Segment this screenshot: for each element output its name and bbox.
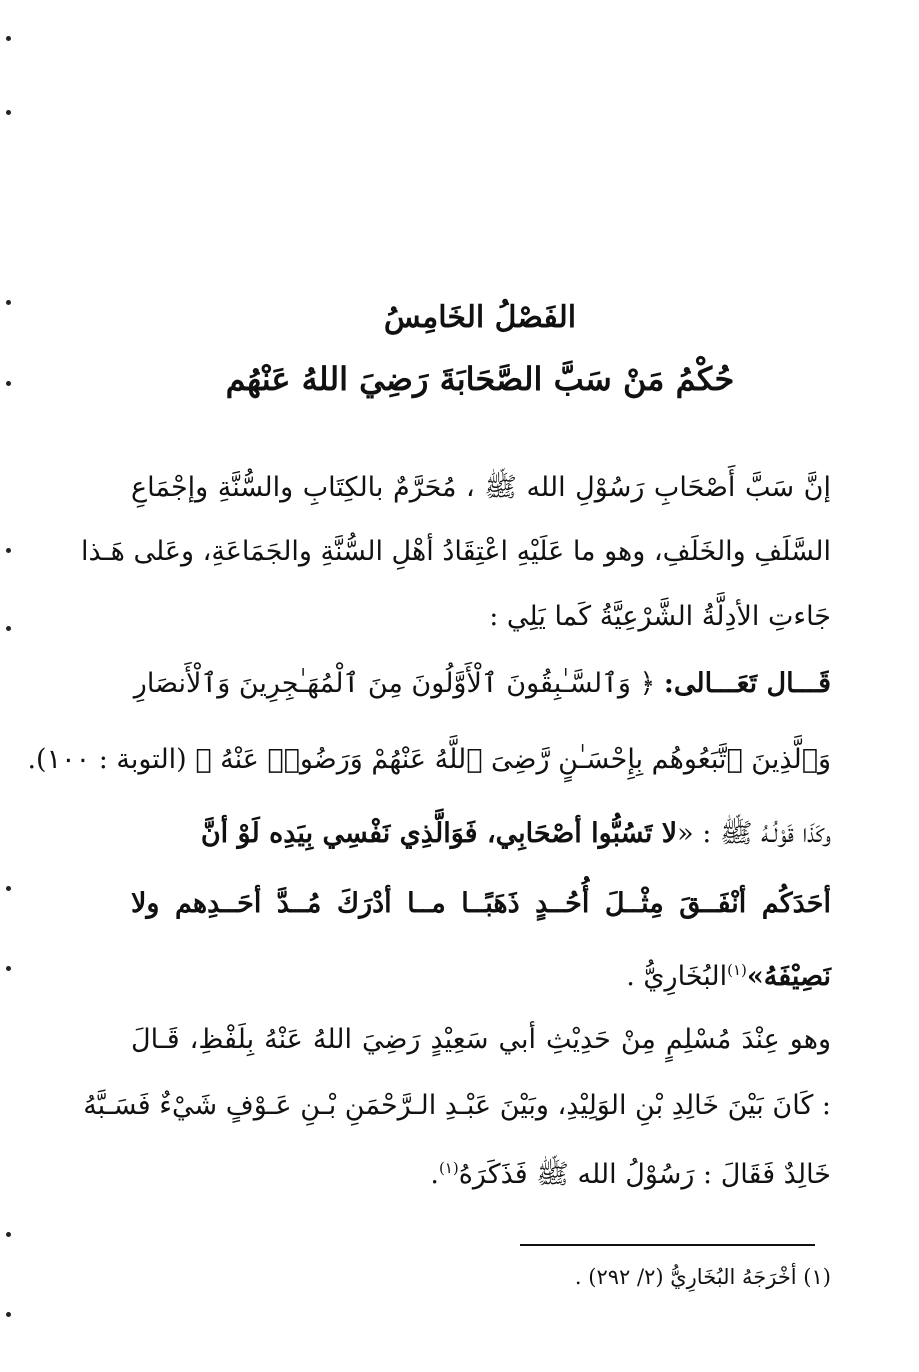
paragraph2-line1 [131,664,831,704]
margin-dot [6,626,11,631]
margin-dot [6,36,11,41]
paragraph3-line1 [131,814,831,854]
footnote-marker: (١) [438,1159,459,1177]
quran-verse-part1: ﴿ وَٱلسَّـٰبِقُونَ ٱلْأَوَّلُونَ مِنَ ٱلْمُهَـٰجِرِينَ وَٱلْأَنصَارِ [133,668,656,699]
paragraph4-line2: : كَانَ بَيْنَ خَالِدِ بْنِ الوَلِيْدِ، وبَيْنَ عَبْـدِ الـرَّحْمَنِ بْـنِ عَـوْفٍ شَيْءٌ فَسَـبَّهُ [83,1090,831,1121]
quran-verse-part2: وَٱلَّذِينَ ٱتَّبَعُوهُم بِإِحْسَـٰنٍ رَّضِىَ ٱللَّهُ عَنْهُمْ وَرَضُوا۟ عَنْهُ ﴾ [195,744,831,775]
hadith-text-part1: لا تَسُبُّوا أصْحَابِي، فَوَالَّذِي نَفْسِي بِيَدِه لَوْ أنَّ [200,818,678,849]
paragraph4-line3 [131,1148,831,1195]
verse-reference: (التوبة : ١٠٠). [27,744,187,775]
paragraph1-line3: جَاءتِ الأدِلَّةُ الشَّرْعِيَّةُ كَما يَلِي : [489,601,831,632]
margin-dot [6,886,11,891]
margin-dot [6,548,11,553]
paragraph3-line3 [131,950,831,997]
paragraph4-line3-text: خَالِدٌ فَقَالَ : رَسُوْلُ الله ﷺ فَذَكَرَهُ [458,1159,831,1190]
margin-dot [6,1232,11,1237]
chapter-heading: حُكْمُ مَنْ سَبَّ الصَّحَابَةَ رَضِيَ اللهُ عَنْهُم [225,360,735,398]
paragraph1-line2: السَّلَفِ والخَلَفِ، وهو ما عَلَيْهِ اعْتِقَادُ أهْلِ السُّنَّةِ والجَمَاعَةِ، وعَلى هَـذا [81,536,831,567]
margin-dot [6,1312,11,1317]
margin-dot [6,966,11,971]
footnote: (١) أخْرَجَهُ البُخَارِيُّ (٢/ ٢٩٢) . [574,1265,831,1289]
chapter-title: الفَصْلُ الخَامِسُ [383,300,577,335]
footnote-marker: (١) [727,961,747,979]
paragraph3-line2: أحَدَكُم أنْفَــقَ مِثْــلَ أُحُــدٍ ذَهَبًــا مــا أدْرَكَ مُــدَّ أحَــدِهم ولا [131,888,831,919]
verse-intro: قَـــال تَعَـــالى: [663,668,831,699]
footnote-divider [520,1244,815,1246]
paragraph2-line2 [27,740,831,780]
hadith-source: البُخَارِيُّ . [626,961,728,992]
margin-dot [6,110,11,115]
margin-dot [6,381,11,386]
paragraph4-line3-end: . [430,1159,439,1190]
paragraph1-line1: إنَّ سَبَّ أَصْحَابِ رَسُوْلِ الله ﷺ ، مُحَرَّمٌ بالكِتَابِ والسُّنَّةِ وإجْمَاعِ [131,472,831,503]
hadith-intro: وكَذَا قَوْلُـهُ ﷺ : « [677,818,831,849]
paragraph4-line1: وهو عِنْدَ مُسْلِمٍ مِنْ حَدِيْثِ أبي سَعِيْدٍ رَضِيَ اللهُ عَنْهُ بِلَفْظِ، قَـالَ [131,1024,831,1055]
hadith-text-part3: نَصِيْفَهُ» [746,961,831,992]
margin-dot [6,300,11,305]
